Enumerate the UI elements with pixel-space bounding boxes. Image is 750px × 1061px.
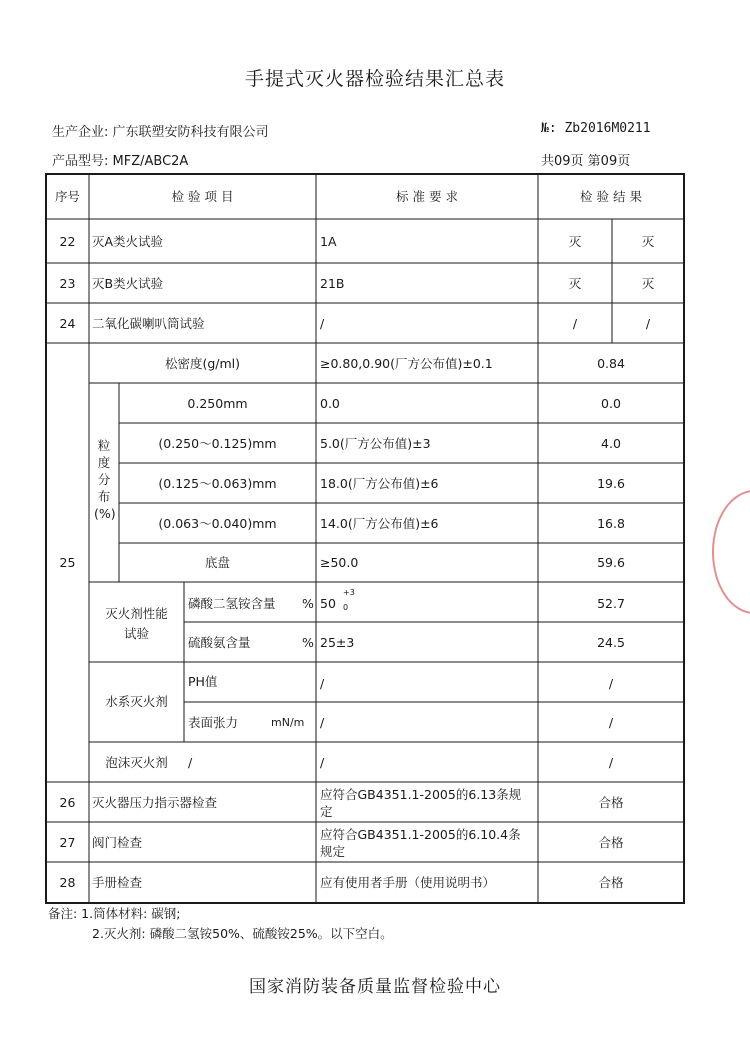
row-26-item: 灭火器压力指示器检查 <box>92 795 218 810</box>
row-26-no: 26 <box>59 795 76 810</box>
agent-result-2: 24.5 <box>597 635 625 650</box>
granularity-standard-4: 14.0(厂方公布值)±6 <box>320 516 439 531</box>
row-23-standard: 21B <box>320 276 345 291</box>
row-26-standard: 应符合GB4351.1-2005的6.13条规 定 <box>320 787 522 819</box>
agent-unit-2: % <box>302 635 314 650</box>
foam-item: / <box>188 755 193 770</box>
header-standard: 标 准 要 求 <box>396 189 458 204</box>
agent-unit-1: % <box>302 596 314 611</box>
row-22-no: 22 <box>59 234 76 249</box>
water-result-2: / <box>608 715 614 730</box>
report-number: №: Zb2016M0211 <box>541 121 651 136</box>
row-24-result-2: / <box>645 316 651 331</box>
agent-item-1: 磷酸二氢铵含量 <box>188 596 276 611</box>
manufacturer: 生产企业: 广东联塑安防科技有限公司 <box>52 125 269 140</box>
granularity-standard-2: 5.0(厂方公布值)±3 <box>320 436 431 451</box>
document-title: 手提式灭火器检验结果汇总表 <box>244 68 505 90</box>
row-24-item: 二氧化碳喇叭筒试验 <box>92 316 205 331</box>
row-23-result-1: 灭 <box>568 276 582 291</box>
density-item: 松密度(g/ml) <box>164 356 241 371</box>
row-23-no: 23 <box>59 276 76 291</box>
foam-label: 泡沫灭火剂 <box>105 755 168 770</box>
row-24-no: 24 <box>59 316 76 331</box>
water-standard-1: / <box>320 676 325 691</box>
row-22-result-1: 灭 <box>568 234 582 249</box>
row-28-result: 合格 <box>598 875 624 890</box>
granularity-result-4: 16.8 <box>597 516 625 531</box>
water-item-1: PH值 <box>188 674 218 689</box>
row-26-result: 合格 <box>598 795 624 810</box>
water-unit-2: mN/m <box>271 716 305 729</box>
density-result: 0.84 <box>597 356 625 371</box>
water-standard-2: / <box>320 715 325 730</box>
note-1: 备注: 1.筒体材料: 碳钢; <box>48 906 181 921</box>
row-28-item: 手册检查 <box>92 875 143 890</box>
granularity-standard-3: 18.0(厂方公布值)±6 <box>320 476 439 491</box>
row-27-standard: 应符合GB4351.1-2005的6.10.4条 规定 <box>320 827 521 859</box>
agent-item-2: 硫酸氨含量 <box>188 635 251 650</box>
row-27-result: 合格 <box>598 835 624 850</box>
agent-standard-1-upper: +3 <box>343 588 355 597</box>
water-label: 水系灭火剂 <box>105 694 168 709</box>
water-result-1: / <box>608 676 614 691</box>
row-23-result-2: 灭 <box>641 276 655 291</box>
foam-result: / <box>608 755 614 770</box>
row-24-result-1: / <box>572 316 578 331</box>
foam-standard: / <box>320 755 325 770</box>
row-23-item: 灭B类火试验 <box>92 276 164 291</box>
row-25-no: 25 <box>59 555 76 570</box>
row-28-standard: 应有使用者手册（使用说明书） <box>320 875 496 890</box>
row-22-standard: 1A <box>320 234 337 249</box>
granularity-result-3: 19.6 <box>597 476 625 491</box>
header-result: 检 验 结 果 <box>580 189 642 204</box>
issuer-name: 国家消防装备质量监督检验中心 <box>249 977 501 997</box>
water-item-2: 表面张力 <box>188 715 239 730</box>
granularity-item-4: (0.063～0.040)mm <box>158 516 277 531</box>
header-item: 检 验 项 目 <box>171 189 234 204</box>
granularity-result-2: 4.0 <box>601 436 621 451</box>
row-28-no: 28 <box>59 875 76 890</box>
granularity-standard-1: 0.0 <box>320 396 340 411</box>
granularity-standard-5: ≥50.0 <box>320 555 359 570</box>
note-2: 2.灭火剂: 磷酸二氢铵50%、硫酸铵25%。以下空白。 <box>92 926 393 941</box>
row-22-item: 灭A类火试验 <box>92 234 164 249</box>
product-model: 产品型号: MFZ/ABC2A <box>52 154 189 169</box>
granularity-result-1: 0.0 <box>601 396 621 411</box>
header-no: 序号 <box>54 189 80 204</box>
row-22-result-2: 灭 <box>641 234 655 249</box>
agent-result-1: 52.7 <box>597 596 625 611</box>
granularity-label: 粒 度 分 布 (%) <box>94 438 116 521</box>
granularity-result-5: 59.6 <box>597 555 625 570</box>
density-standard: ≥0.80,0.90(厂方公布值)±0.1 <box>320 356 493 371</box>
row-27-no: 27 <box>59 835 76 850</box>
granularity-item-3: (0.125～0.063)mm <box>158 476 277 491</box>
row-24-standard: / <box>320 316 325 331</box>
granularity-item-2: (0.250～0.125)mm <box>158 436 277 451</box>
agent-standard-2: 25±3 <box>320 635 355 650</box>
agent-label: 灭火剂性能 试验 <box>105 606 168 641</box>
granularity-item-5: 底盘 <box>204 555 230 570</box>
page-count: 共09页 第09页 <box>541 154 631 169</box>
agent-standard-1: 50 <box>320 596 336 611</box>
granularity-item-1: 0.250mm <box>187 396 248 411</box>
row-27-item: 阀门检查 <box>92 835 143 850</box>
agent-standard-1-lower: 0 <box>343 603 349 612</box>
